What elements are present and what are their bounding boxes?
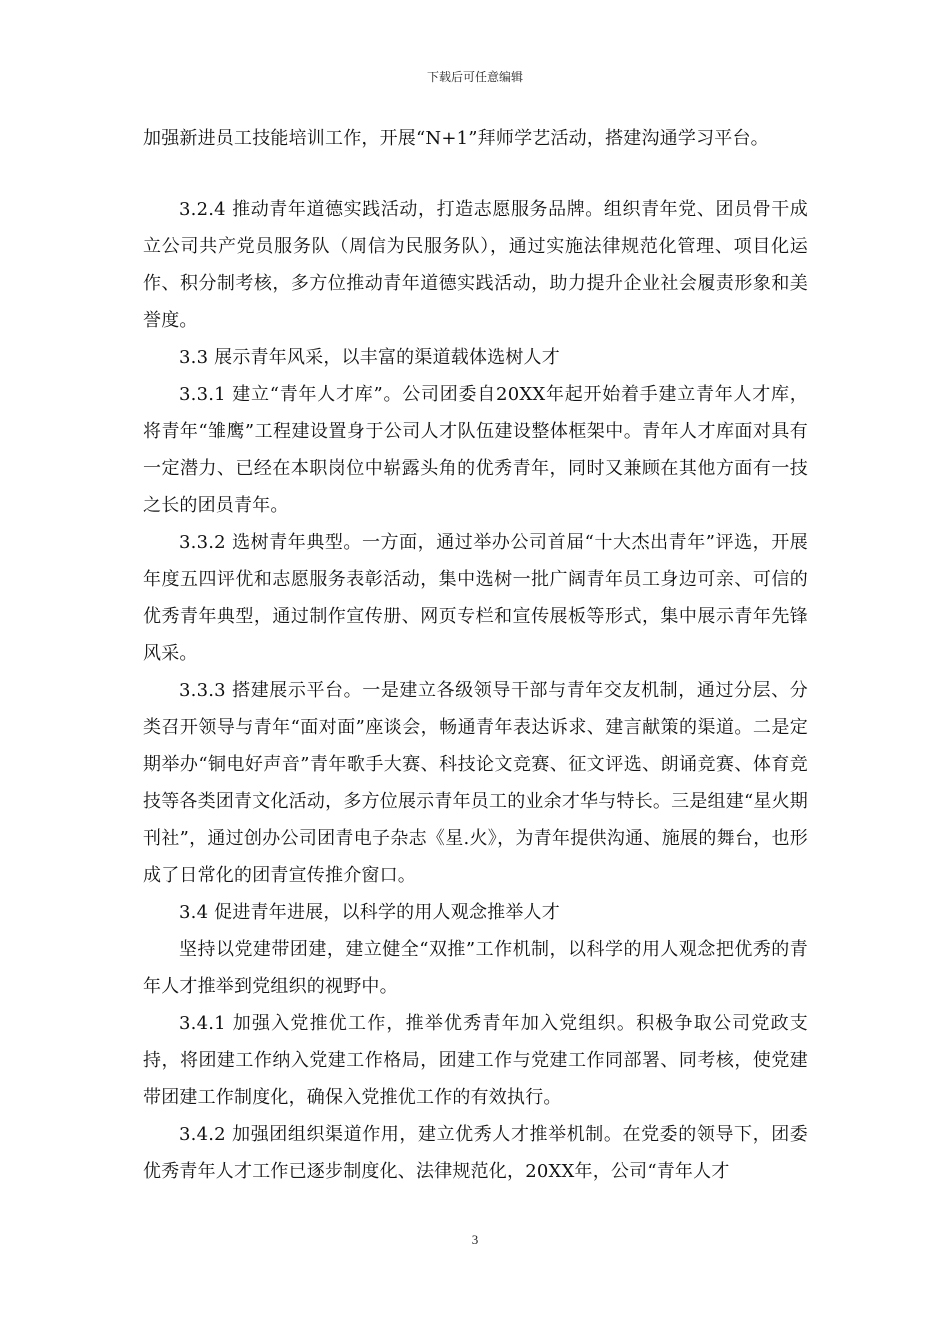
paragraph: 3.3.3 搭建展示平台。一是建立各级领导干部与青年交友机制，通过分层、分类召开领导与青年“面对面”座谈会，畅通青年表达诉求、建言献策的渠道。二是定期举办“铜电好声音”青年歌手大赛、科技论文竞赛、征文评选、朗诵竞赛、体育竞技等各类团青文化活动，多方位展示青年员工的业余才华与特长。三是组建“星火期刊社”，通过创办公司团青电子杂志《星.火》，为青年提供沟通、施展的舞台，也形成了日常化的团青宣传推介窗口。: [143, 680, 808, 886]
document-body: [143, 120, 808, 1190]
paragraph: 3.3.2 选树青年典型。一方面，通过举办公司首届“十大杰出青年”评选，开展年度五四评优和志愿服务表彰活动，集中选树一批广阔青年员工身边可亲、可信的优秀青年典型，通过制作宣传册、网页专栏和宣传展板等形式，集中展示青年先锋风采。: [143, 532, 808, 664]
paragraph-gap: [143, 157, 808, 191]
page-number: 3: [471, 1232, 479, 1247]
paragraph: 加强新进员工技能培训工作，开展“N+1”拜师学艺活动，搭建沟通学习平台。: [143, 128, 769, 149]
paragraph: 3.3.1 建立“青年人才库”。公司团委自20XX年起开始着手建立青年人才库，将青年“雏鹰”工程建设置身于公司人才队伍建设整体框架中。青年人才库面对具有一定潜力、已经在本职岗位中崭露头角的优秀青年，同时又兼顾在其他方面有一技之长的团员青年。: [143, 384, 808, 516]
section-heading: 3.3 展示青年风采，以丰富的渠道载体选树人才: [179, 347, 560, 368]
paragraph: 3.4.2 加强团组织渠道作用，建立优秀人才推举机制。在党委的领导下，团委优秀青年人才工作已逐步制度化、法律规范化，20XX年，公司“青年人才: [143, 1124, 808, 1182]
page-header: 下载后可任意编辑: [426, 70, 523, 84]
section-heading: 3.4 促进青年进展，以科学的用人观念推举人才: [179, 902, 560, 923]
paragraph: 3.4.1 加强入党推优工作，推举优秀青年加入党组织。积极争取公司党政支持，将团建工作纳入党建工作格局，团建工作与党建工作同部署、同考核，使党建带团建工作制度化，确保入党推优工作的有效执行。: [143, 1013, 808, 1108]
paragraph: 坚持以党建带团建，建立健全“双推”工作机制，以科学的用人观念把优秀的青年人才推举到党组织的视野中。: [143, 939, 808, 997]
paragraph: 3.2.4 推动青年道德实践活动，打造志愿服务品牌。组织青年党、团员骨干成立公司共产党员服务队（周信为民服务队），通过实施法律规范化管理、项目化运作、积分制考核，多方位推动青年道德实践活动，助力提升企业社会履责形象和美誉度。: [143, 199, 808, 331]
